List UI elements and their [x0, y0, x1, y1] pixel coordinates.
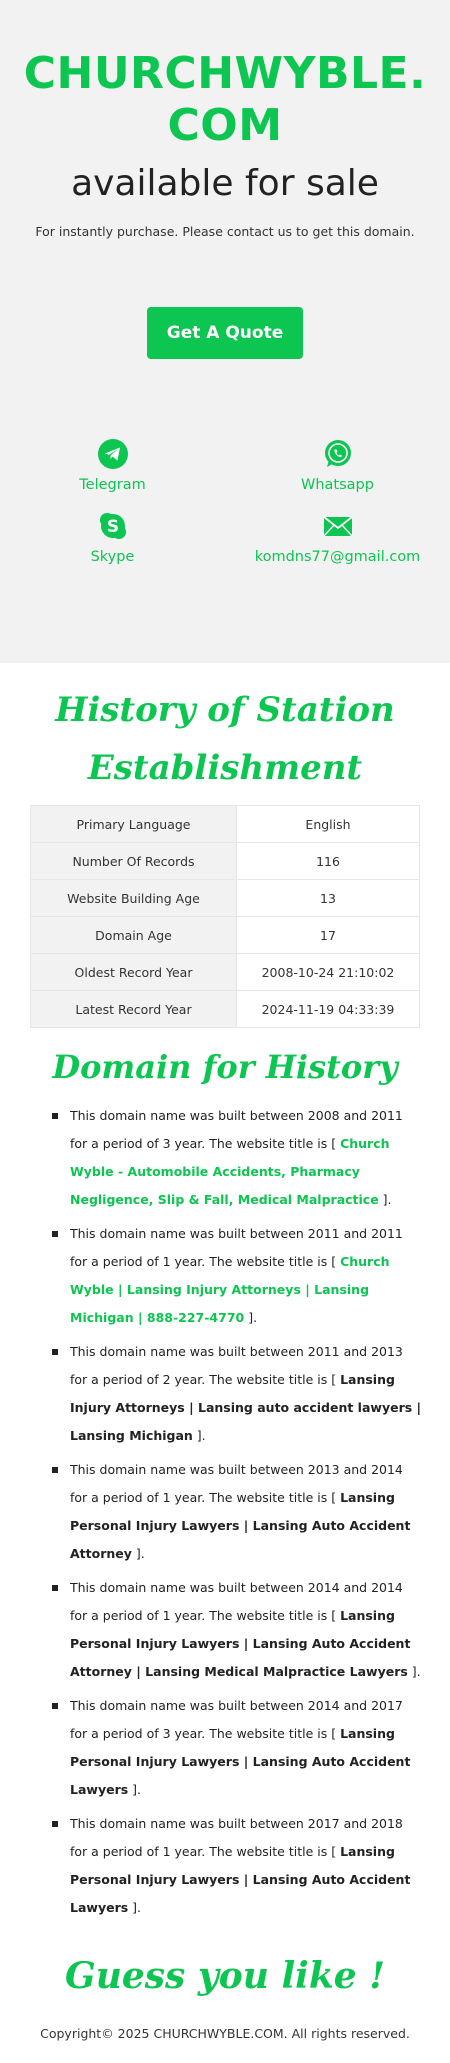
list-item — [40, 1692, 424, 1804]
table-row — [31, 954, 420, 991]
contact-telegram[interactable] — [0, 439, 225, 493]
history-title: History of Station Establishment — [55, 690, 395, 788]
history-text-end: ]. — [128, 1782, 142, 1797]
table-key: Latest Record Year — [31, 991, 237, 1028]
sale-headline: available for sale — [71, 163, 379, 204]
history-site-title: Lansing Personal Injury Lawyers | Lansing Auto Accident Attorney | Lansing Medical Malpractice Lawyers — [70, 1608, 411, 1679]
skype-icon — [98, 511, 128, 541]
history-text-end: ]. — [128, 1900, 142, 1915]
table-value: 17 — [237, 917, 420, 954]
domain-info-table — [30, 805, 420, 1028]
list-item — [40, 1220, 424, 1332]
history-list — [0, 1092, 450, 1922]
domain-history-title: Domain for History — [52, 1048, 398, 1086]
history-site-title: Lansing Personal Injury Lawyers | Lansing Auto Accident Lawyers — [70, 1844, 411, 1915]
contact-grid — [0, 439, 450, 565]
history-text-end: ]. — [407, 1664, 421, 1679]
list-item — [40, 1102, 424, 1214]
history-text-end: ]. — [378, 1192, 392, 1207]
table-row — [31, 806, 420, 843]
contact-whatsapp[interactable] — [225, 439, 450, 493]
history-site-title: Lansing Injury Attorneys | Lansing auto accident lawyers | Lansing Michigan — [70, 1372, 422, 1443]
table-row — [31, 880, 420, 917]
list-item — [40, 1338, 424, 1450]
list-item — [40, 1456, 424, 1568]
table-value: 2024-11-19 04:33:39 — [237, 991, 420, 1028]
table-key: Website Building Age — [31, 880, 237, 917]
history-text-end: ]. — [192, 1428, 206, 1443]
history-text: This domain name was built between 2011 and 2013 for a period of 2 year. The website title is [ — [70, 1344, 403, 1387]
history-site-title[interactable]: Church Wyble | Lansing Injury Attorneys | Lansing Michigan | 888-227-4770 — [70, 1254, 390, 1325]
contact-skype[interactable] — [0, 511, 225, 565]
history-text: This domain name was built between 2014 and 2014 for a period of 1 year. The website title is [ — [70, 1580, 403, 1623]
contact-label: komdns77@gmail.com — [254, 549, 421, 565]
hero-subtitle: For instantly purchase. Please contact us to get this domain. — [35, 224, 415, 239]
list-item — [40, 1574, 424, 1686]
history-text-end: ]. — [131, 1546, 145, 1561]
table-value: 2008-10-24 21:10:02 — [237, 954, 420, 991]
history-text-end: ]. — [244, 1310, 258, 1325]
contact-label: Skype — [90, 549, 135, 565]
history-text: This domain name was built between 2013 and 2014 for a period of 1 year. The website title is [ — [70, 1462, 403, 1505]
get-quote-button[interactable]: Get A Quote — [147, 307, 303, 359]
table-key: Primary Language — [31, 806, 237, 843]
history-text: This domain name was built between 2008 and 2011 for a period of 3 year. The website title is [ — [70, 1108, 403, 1151]
whatsapp-icon — [323, 439, 353, 469]
table-key: Oldest Record Year — [31, 954, 237, 991]
contact-label: Whatsapp — [301, 477, 374, 493]
history-site-title: Lansing Personal Injury Lawyers | Lansing Auto Accident Lawyers — [70, 1726, 411, 1797]
contact-label: Telegram — [79, 477, 146, 493]
svg-text:S: S — [106, 517, 119, 537]
table-key: Domain Age — [31, 917, 237, 954]
history-text: This domain name was built between 2017 and 2018 for a period of 1 year. The website title is [ — [70, 1816, 403, 1859]
history-site-title[interactable]: Church Wyble - Automobile Accidents, Pharmacy Negligence, Slip & Fall, Medical Malpractice — [70, 1136, 390, 1207]
history-text: This domain name was built between 2014 and 2017 for a period of 3 year. The website title is [ — [70, 1698, 403, 1741]
table-value: English — [237, 806, 420, 843]
guess-title: Guess you like ! — [64, 1955, 386, 1997]
table-value: 13 — [237, 880, 420, 917]
hero-section — [0, 0, 450, 663]
table-value: 116 — [237, 843, 420, 880]
contact-email[interactable] — [225, 511, 450, 565]
table-row — [31, 991, 420, 1028]
footer-copyright: Copyright© 2025 CHURCHWYBLE.COM. All rights reserved. — [40, 2026, 410, 2041]
mail-icon — [323, 511, 353, 541]
telegram-icon — [98, 439, 128, 469]
list-item — [40, 1810, 424, 1922]
history-site-title: Lansing Personal Injury Lawyers | Lansing Auto Accident Attorney — [70, 1490, 411, 1561]
history-text: This domain name was built between 2011 and 2011 for a period of 1 year. The website title is [ — [70, 1226, 403, 1269]
table-row — [31, 843, 420, 880]
table-row — [31, 917, 420, 954]
table-key: Number Of Records — [31, 843, 237, 880]
domain-name: CHURCHWYBLE.COM — [23, 48, 427, 151]
